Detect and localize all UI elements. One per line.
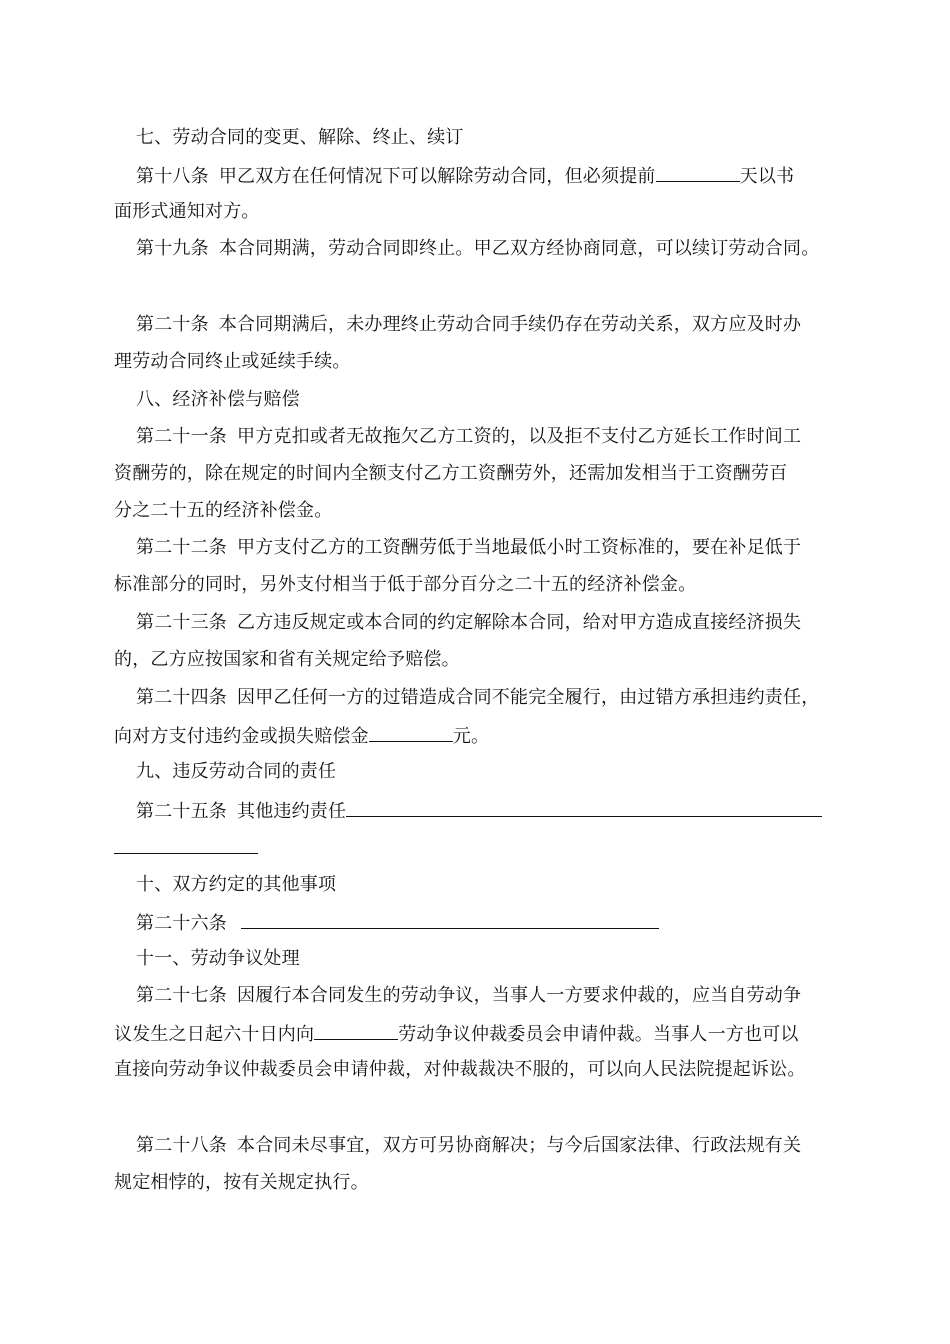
article-text: 天以书 — [739, 166, 795, 187]
article-text: 因履行本合同发生的劳动争议，当事人一方要求仲裁的，应当自劳动争 — [237, 985, 802, 1006]
article-number: 第二十五条 — [136, 801, 227, 822]
article-text: 本合同期满，劳动合同即终止。甲乙双方经协商同意，可以续订劳动合同。 — [218, 238, 820, 259]
article-20-line-2: 理劳动合同终止或延续手续。 — [114, 351, 351, 372]
section-heading-11: 十一、劳动争议处理 — [136, 948, 300, 969]
article-21-line-2: 资酬劳的，除在规定的时间内全额支付乙方工资酬劳外，还需加发相当于工资酬劳百 — [114, 463, 788, 484]
section-heading-7: 七、劳动合同的变更、解除、终止、续订 — [136, 127, 464, 148]
article-21-line-1 — [136, 425, 876, 449]
other-matters-blank[interactable] — [241, 910, 659, 929]
article-24-line-2 — [114, 723, 854, 749]
arbitration-committee-blank[interactable] — [314, 1021, 398, 1040]
article-text: 向对方支付违约金或损失赔偿金 — [114, 726, 369, 747]
article-21-line-3: 分之二十五的经济补偿金。 — [114, 500, 333, 521]
article-27-line-2 — [114, 1021, 854, 1047]
article-23-line-1 — [136, 611, 876, 635]
article-24-line-1 — [136, 686, 876, 710]
article-number: 第二十四条 — [136, 687, 227, 708]
article-27-line-1 — [136, 984, 876, 1008]
article-27-line-3: 直接向劳动争议仲裁委员会申请仲裁，对仲裁裁决不服的，可以向人民法院提起诉讼。 — [114, 1059, 806, 1080]
article-number: 第十八条 — [136, 166, 209, 187]
article-text: 劳动争议仲裁委员会申请仲裁。当事人一方也可以 — [398, 1024, 799, 1045]
penalty-amount-blank[interactable] — [369, 723, 453, 742]
article-text: 其他违约责任 — [237, 801, 347, 822]
article-number: 第二十二条 — [136, 537, 227, 558]
article-28-line-2: 规定相悖的，按有关规定执行。 — [114, 1172, 369, 1193]
article-number: 第二十三条 — [136, 612, 227, 633]
article-text: 甲方克扣或者无故拖欠乙方工资的，以及拒不支付乙方延长工作时间工 — [237, 426, 802, 447]
article-22-line-1 — [136, 536, 876, 560]
article-number: 第二十一条 — [136, 426, 227, 447]
article-text: 元。 — [452, 726, 490, 747]
article-number: 第二十六条 — [136, 913, 227, 934]
article-20-line-1 — [136, 313, 876, 337]
article-18-line-2: 面形式通知对方。 — [114, 201, 260, 222]
section-heading-8: 八、经济补偿与赔偿 — [136, 389, 300, 410]
article-text: 本合同未尽事宜，双方可另协商解决；与今后国家法律、行政法规有关 — [237, 1135, 802, 1156]
article-26-line-1 — [136, 910, 876, 936]
article-number: 第二十条 — [136, 314, 209, 335]
article-text: 甲乙双方在任何情况下可以解除劳动合同，但必须提前 — [218, 166, 656, 187]
article-number: 第二十八条 — [136, 1135, 227, 1156]
section-heading-9: 九、违反劳动合同的责任 — [136, 761, 337, 782]
article-25-line-2 — [114, 835, 854, 861]
article-22-line-2: 标准部分的同时，另外支付相当于低于部分百分之二十五的经济补偿金。 — [114, 574, 697, 595]
article-text: 本合同期满后，未办理终止劳动合同手续仍存在劳动关系，双方应及时办 — [218, 314, 802, 335]
article-19-line-1 — [136, 237, 876, 261]
article-18-line-1 — [136, 163, 876, 189]
article-23-line-2: 的，乙方应按国家和省有关规定给予赔偿。 — [114, 649, 460, 670]
article-28-line-1 — [136, 1134, 876, 1158]
article-text: 因甲乙任何一方的过错造成合同不能完全履行，由过错方承担违约责任， — [237, 687, 820, 708]
section-heading-10: 十、双方约定的其他事项 — [136, 874, 337, 895]
other-liability-blank-continued[interactable] — [114, 835, 258, 854]
article-text: 甲方支付乙方的工资酬劳低于当地最低小时工资标准的，要在补足低于 — [237, 537, 802, 558]
other-liability-blank[interactable] — [346, 798, 822, 817]
article-text: 议发生之日起六十日内向 — [114, 1024, 315, 1045]
article-25-line-1 — [136, 798, 876, 824]
notice-days-blank[interactable] — [656, 163, 740, 182]
article-number: 第二十七条 — [136, 985, 227, 1006]
article-number: 第十九条 — [136, 238, 209, 259]
article-text: 乙方违反规定或本合同的约定解除本合同，给对甲方造成直接经济损失 — [237, 612, 802, 633]
